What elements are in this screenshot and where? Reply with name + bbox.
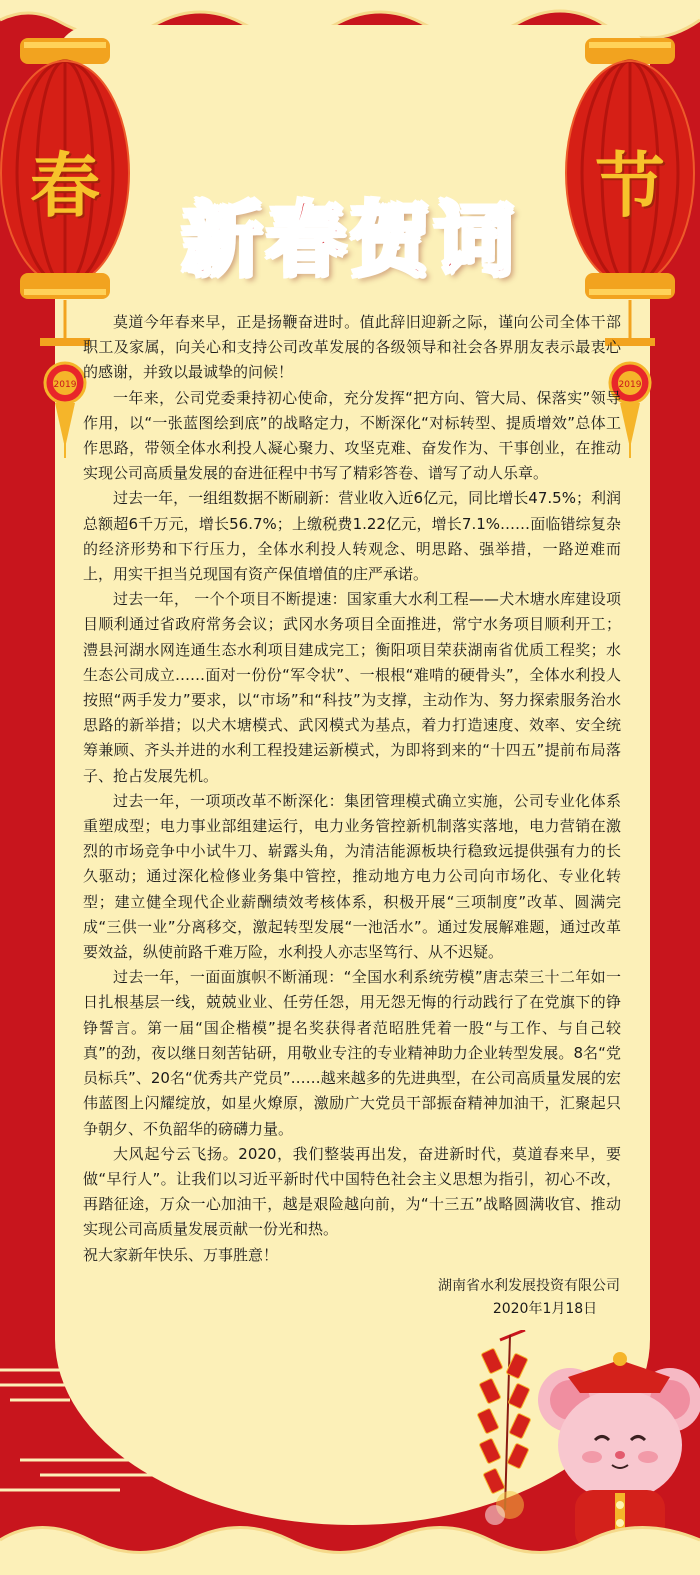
paragraph: 大风起兮云飞扬。2020，我们整装再出发，奋进新时代，莫道春来早，要做“早行人”。让我们以习近平新时代中国特色社会主义思想为指引，初心不改，再踏征途，万众一心加油干，越是艰险越向前，为“十三五”战略圆满收官、推动实现公司高质量发展贡献一份光和热。 — [83, 1144, 621, 1239]
paragraph: 莫道今年春来早，正是扬鞭奋进时。值此辞旧迎新之际，谨向公司全体干部职工及家属，向关心和支持公司改革发展的各级领导和社会各界朋友表示最衷心的感谢，并致以最诚挚的问候！ — [83, 313, 621, 382]
lantern-left-char: 春 — [30, 144, 100, 227]
paragraph: 过去一年，一面面旗帜不断涌现：“全国水利系统劳模”唐志荣三十二年如一日扎根基层一线，兢兢业业、任劳任怨，用无怨无悔的行动践行了在党旗下的铮铮誓言。第一届“国企楷模”提名奖获得者范昭胜凭着一股“与工作、与自己较真”的劲，夜以继日刻苦钻研，用敬业专注的专业精神助力企业转型发展。8名“党员标兵”、20名“优秀共产党员”……越来越多的先进典型，在公司高质量发展的宏伟蓝图上闪耀绽放，如星火燎原，激励广大党员干部振奋精神加油干，汇聚起只争朝夕、不负韶华的磅礴力量。 — [83, 968, 621, 1138]
paragraph: 一年来，公司党委秉持初心使命，充分发挥“把方向、管大局、保落实”领导作用，以“一张蓝图绘到底”的战略定力，不断深化“对标转型、提质增效”总体工作思路，带领全体水利投人凝心聚力、攻坚克难、奋发作为、干事创业，在推动实现公司高质量发展的奋进征程中书写了精彩答卷、谱写了动人乐章。 — [83, 388, 621, 483]
letter-body — [83, 310, 621, 1268]
signature-block — [380, 1275, 620, 1321]
signature-date: 2020年1月18日 — [492, 1301, 598, 1317]
paragraph: 过去一年，一组组数据不断刷新：营业收入近6亿元，同比增长47.5%；利润总额超6千万元，增长56.7%；上缴税费1.22亿元，增长7.1%……面临错综复杂的经济形势和下行压力，全体水利投人转观念、明思路、强举措，一路逆难而上，用实干担当兑现国有资产保值增值的庄严承诺。 — [83, 489, 621, 584]
closing-line: 祝大家新年快乐、万事胜意！ — [83, 1245, 279, 1264]
lantern-right-char: 节 — [595, 144, 665, 227]
paragraph: 过去一年，一项项改革不断深化：集团管理模式确立实施，公司专业化体系重塑成型；电力事业部组建运行，电力业务管控新机制落实落地，电力营销在激烈的市场竞争中小试牛刀、崭露头角，为清洁能源板块行稳致远提供强有力的长久驱动；通过深化检修业务集中管控，推动地方电力公司向市场化、专业化转型；建立健全现代企业薪酬绩效考核体系，积极开展“三项制度”改革、圆满完成“三供一业”分离移交，激起转型发展“一池活水”。通过发展解难题，通过改革要效益，纵使前路千难万险，水利投人亦志坚笃行、从不迟疑。 — [83, 791, 621, 962]
signature-org: 湖南省水利发展投资有限公司 — [438, 1278, 620, 1294]
page-title: 新春贺词 — [182, 193, 518, 287]
ornament-year: 2019 — [53, 380, 77, 390]
paragraph: 过去一年， 一个个项目不断提速：国家重大水利工程——犬木塘水库建设项目顺利通过省政府常务会议；武冈水务项目全面推进，常宁水务项目顺利开工；澧县河湖水网连通生态水利项目建成完工；衡阳项目荣获湖南省优质工程奖；水生态公司成立……面对一份份“军令状”、一根根“难啃的硬骨头”，全体水利投人按照“两手发力”要求，以“市场”和“科技”为支撑，主动作为、努力探索服务治水思路的新举措；以犬木塘模式、武冈模式为基点，着力打造速度、效率、安全统筹兼顾、齐头并进的水利工程投建运新模式，为即将到来的“十四五”提前布局落子、抢占发展先机。 — [83, 590, 621, 785]
bottom-wave-decoration — [0, 1485, 700, 1575]
ornament-year: 2019 — [618, 380, 642, 390]
